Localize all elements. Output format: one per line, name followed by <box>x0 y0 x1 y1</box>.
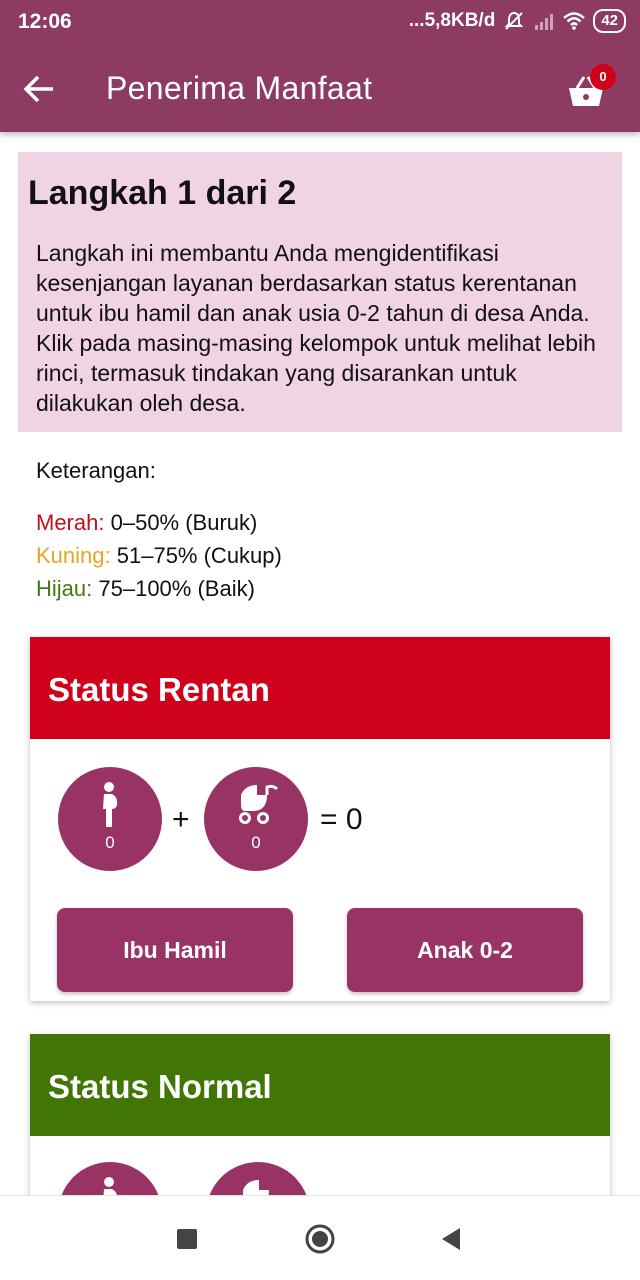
legend-item-yellow <box>36 539 282 572</box>
network-speed: ...5,8KB/d <box>408 10 496 31</box>
home-icon[interactable] <box>303 1222 337 1256</box>
pregnant-woman-icon <box>90 781 130 829</box>
battery-indicator: 42 <box>593 9 626 33</box>
wifi-icon <box>563 11 585 31</box>
back-nav-icon[interactable] <box>434 1222 468 1256</box>
anak-0-2-button[interactable]: Anak 0-2 <box>347 908 583 992</box>
cart-count-badge: 0 <box>590 64 616 90</box>
app-bar <box>0 44 640 132</box>
step-heading: Langkah 1 dari 2 <box>28 174 297 212</box>
legend-range: 75–100% (Baik) <box>98 576 255 601</box>
status-bar <box>0 0 640 44</box>
pregnant-count-circle[interactable] <box>58 767 162 871</box>
card-header: Status Rentan <box>30 637 610 739</box>
legend-label: Hijau: <box>36 576 93 601</box>
mute-icon <box>503 11 525 31</box>
child-count-circle[interactable] <box>204 767 308 871</box>
intro-box <box>18 152 622 432</box>
total-value: = 0 <box>320 803 363 836</box>
legend-title: Keterangan: <box>36 458 156 483</box>
legend-range: 51–75% (Cukup) <box>116 543 282 568</box>
system-nav-bar <box>0 1195 640 1280</box>
signal-icon <box>533 11 555 31</box>
card-header: Status Normal <box>30 1034 610 1136</box>
legend-item-red <box>36 506 282 539</box>
status-time: 12:06 <box>18 10 72 33</box>
pregnant-count: 0 <box>105 833 115 852</box>
status-right <box>409 9 626 33</box>
plus-sign: + <box>172 803 190 836</box>
legend <box>36 506 282 605</box>
legend-range: 0–50% (Buruk) <box>110 510 258 535</box>
status-rentan-card <box>30 637 610 1001</box>
child-count: 0 <box>251 833 261 852</box>
ibu-hamil-button[interactable]: Ibu Hamil <box>57 908 293 992</box>
recent-apps-icon[interactable] <box>170 1222 204 1256</box>
page-title: Penerima Manfaat <box>106 70 373 106</box>
legend-item-green <box>36 572 282 605</box>
stroller-icon <box>234 781 280 829</box>
back-arrow-icon[interactable] <box>22 72 56 106</box>
legend-label: Kuning: <box>36 543 111 568</box>
legend-label: Merah: <box>36 510 105 535</box>
step-description: Langkah ini membantu Anda mengidentifikasi kesenjangan layanan berdasarkan status kerentanan untuk ibu hamil dan anak usia 0-2 tahun di desa Anda. Klik pada masing-masing kelompok untuk melihat lebih rinci, termasuk tindakan yang disarankan untuk dilakukan oleh desa. <box>36 240 596 416</box>
